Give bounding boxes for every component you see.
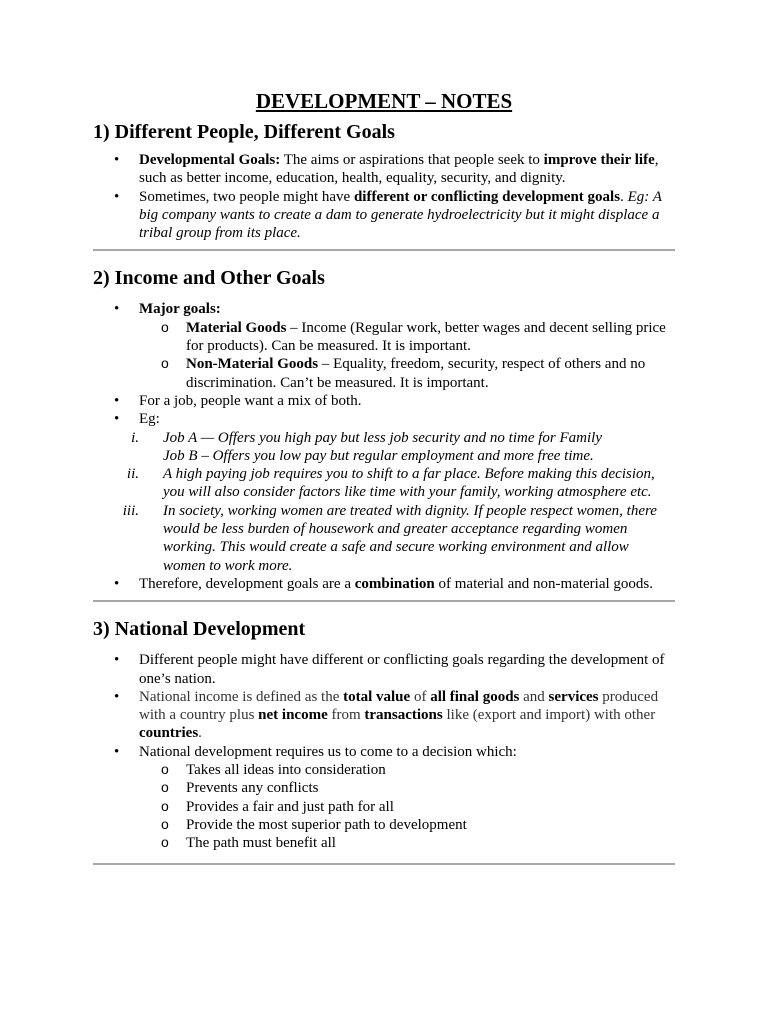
major-goals-label: Major goals: bbox=[139, 301, 221, 318]
s2-bullet-mix: • For a job, people want a mix of both. bbox=[93, 392, 675, 410]
example-item bbox=[93, 429, 675, 466]
text-run: of bbox=[410, 688, 431, 705]
example-line: In society, working women are treated with dignity. If people respect women, there would be less burden of housework and greater acceptance regarding women working. This would create a safe and secure working environment and allow women to work more. bbox=[163, 502, 657, 574]
section-1-heading: 1) Different People, Different Goals bbox=[93, 121, 395, 143]
goal-type-non-material bbox=[139, 355, 675, 392]
example-item bbox=[93, 465, 675, 502]
section-2-body bbox=[93, 300, 675, 593]
goal-type-material bbox=[139, 319, 675, 356]
example-item bbox=[93, 502, 675, 575]
document-page bbox=[93, 88, 675, 865]
text-run: Sometimes, two people might have bbox=[139, 188, 354, 205]
text-run: services bbox=[548, 688, 599, 705]
text-run: Developmental Goals: bbox=[139, 152, 281, 168]
decision-item: o Takes all ideas into consideration bbox=[139, 761, 675, 779]
section-divider bbox=[93, 249, 675, 251]
example-number: i. bbox=[131, 429, 139, 446]
s3-bullet-decision bbox=[93, 743, 675, 853]
text-run: countries bbox=[139, 725, 199, 742]
text-run: all final goods bbox=[430, 688, 520, 705]
s2-bullet-eg: • Eg: bbox=[93, 410, 675, 428]
text-run: different or conflicting development goals bbox=[353, 188, 621, 205]
text-run: net income bbox=[258, 707, 328, 724]
example-line: Job B – Offers you low pay but regular employment and more free time. bbox=[163, 447, 594, 464]
s3-bullet-2 bbox=[93, 688, 675, 743]
section-3-body bbox=[93, 651, 675, 852]
text-run: improve their life bbox=[543, 152, 655, 168]
text-run: Eg: A big company wants to create a dam to generate hydroelectricity but it might displace a tribal group from its place. bbox=[139, 188, 662, 242]
text-run: total value bbox=[343, 688, 411, 705]
section-1-body bbox=[93, 151, 675, 242]
text-run: – Equality, freedom, security, respect of others and no discrimination. Can’t be measured. It is important. bbox=[186, 356, 646, 391]
text-run: Therefore, development goals are a bbox=[139, 575, 355, 592]
text-run: and bbox=[519, 688, 549, 705]
s2-bullet-conclusion bbox=[93, 575, 675, 593]
text-run: from bbox=[327, 707, 365, 724]
example-line: Job A — Offers you high pay but less job security and no time for Family bbox=[163, 429, 602, 446]
text-run: National income is defined as the bbox=[139, 688, 344, 705]
text-run: . bbox=[620, 188, 628, 205]
text-run: combination bbox=[354, 575, 435, 592]
s3-bullet-1 bbox=[93, 651, 675, 688]
decision-text: National development requires us to come to a decision which: bbox=[139, 743, 517, 760]
text-run: . bbox=[198, 725, 202, 742]
s1-bullet-2 bbox=[93, 188, 675, 243]
text-run: , such as better income, education, health, equality, security, and dignity. bbox=[139, 152, 659, 187]
decision-item: o Provides a fair and just path for all bbox=[139, 798, 675, 816]
text-run: Non-Material Goods bbox=[186, 356, 319, 373]
section-divider bbox=[93, 863, 675, 865]
text-run: Material Goods bbox=[186, 319, 287, 336]
document-title: DEVELOPMENT – NOTES bbox=[255, 89, 513, 113]
s2-bullet-major-goals bbox=[93, 300, 675, 391]
example-number: iii. bbox=[122, 502, 139, 519]
examples-list bbox=[93, 429, 675, 575]
text-run: The aims or aspirations that people seek to bbox=[280, 152, 544, 168]
example-number: ii. bbox=[126, 466, 139, 483]
section-3-heading: 3) National Development bbox=[93, 618, 306, 641]
text-run: transactions bbox=[364, 707, 443, 724]
text-run: produced with a country plus bbox=[139, 688, 659, 724]
example-line: A high paying job requires you to shift to a far place. Before making this decision, you will also consider factors like time with your family, working atmosphere etc. bbox=[163, 466, 655, 501]
decision-item: o Prevents any conflicts bbox=[139, 779, 675, 797]
text-run: – Income (Regular work, better wages and decent selling price for products). Can be measured. It is important. bbox=[186, 319, 666, 355]
text-run: Different people might have different or conflicting goals regarding the development of one’s nation. bbox=[139, 652, 665, 687]
section-divider bbox=[93, 600, 675, 602]
text-run: like (export and import) with other bbox=[442, 707, 656, 724]
s1-bullet-1 bbox=[93, 151, 675, 188]
decision-item: o The path must benefit all bbox=[139, 834, 675, 852]
section-2-heading: 2) Income and Other Goals bbox=[93, 267, 325, 290]
decision-item: o Provide the most superior path to development bbox=[139, 816, 675, 834]
text-run: of material and non-material goods. bbox=[434, 575, 654, 592]
